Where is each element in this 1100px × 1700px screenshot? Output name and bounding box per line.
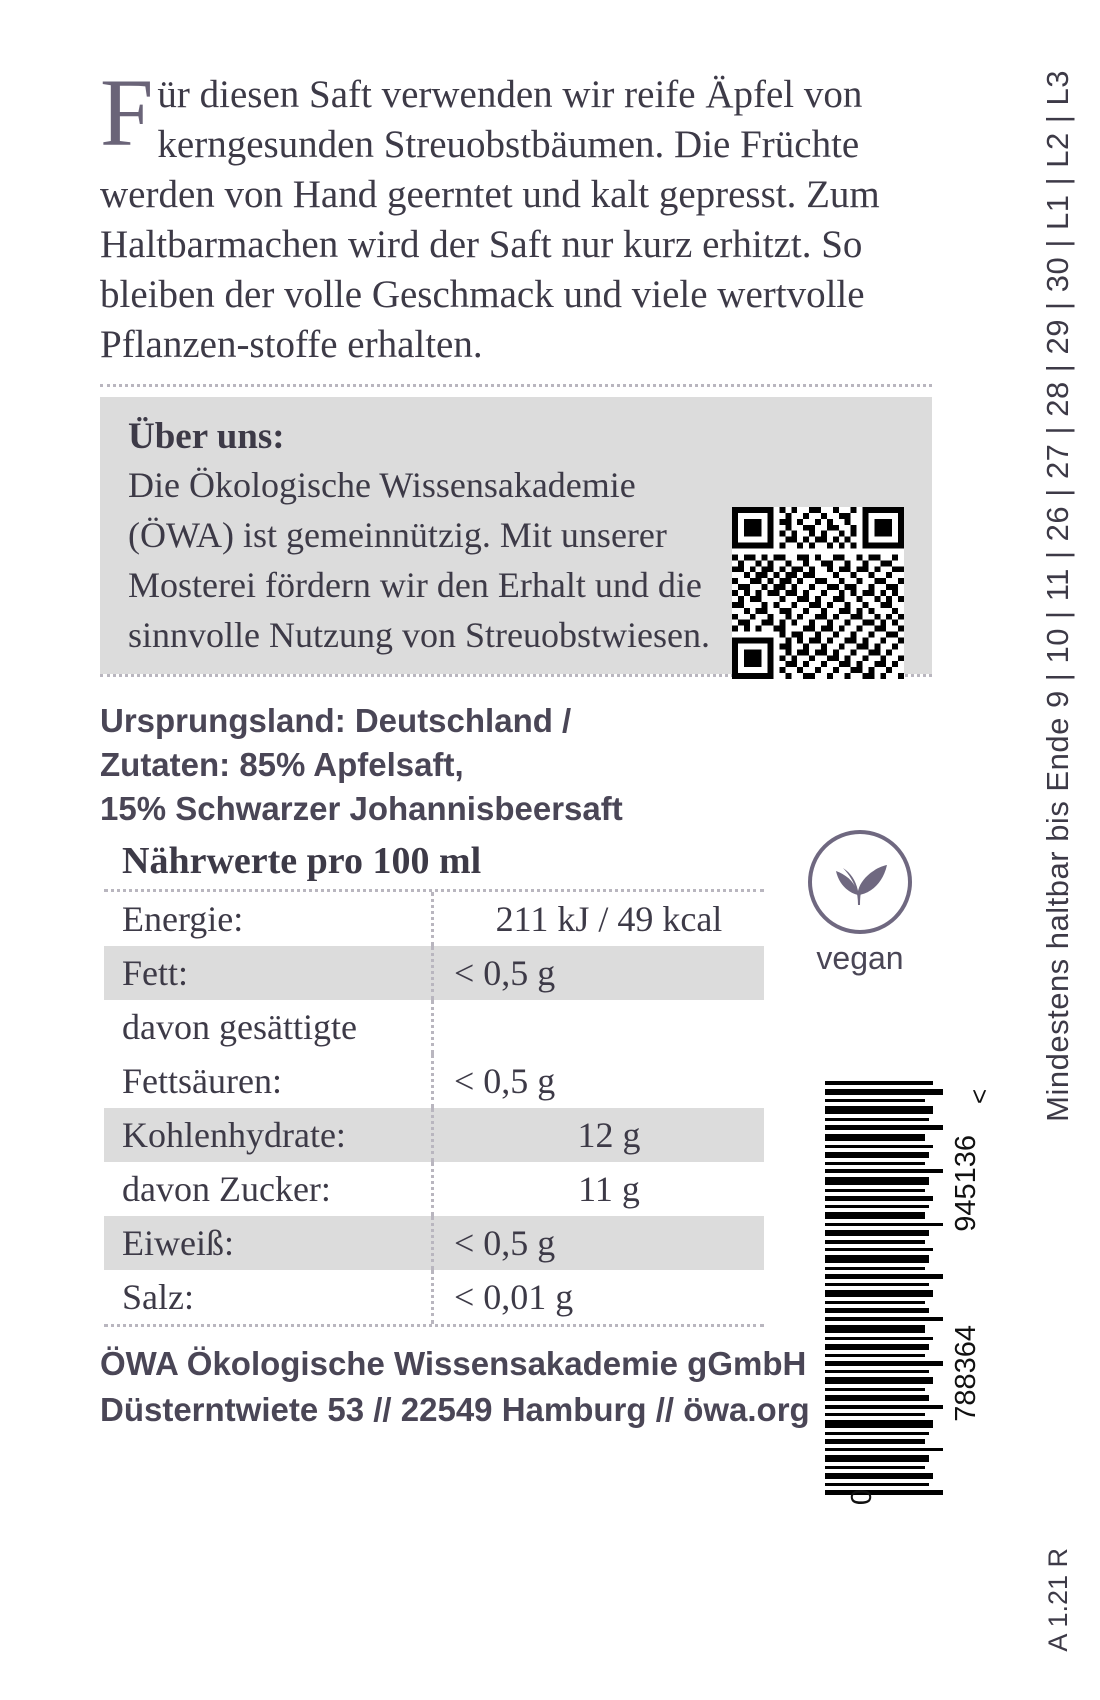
nutrition-value: < 0,5 g [433, 1216, 765, 1270]
ingredients-line-1: Zutaten: 85% Apfelsaft, [100, 746, 464, 783]
company-name: ÖWA Ökologische Wissensakademie gGmbH [100, 1345, 807, 1382]
vegan-circle [808, 830, 912, 934]
table-row [104, 1000, 764, 1054]
nutrition-value: 12 g [433, 1108, 765, 1162]
table-row [104, 1270, 764, 1324]
table-row [104, 1108, 764, 1162]
nutrition-value: < 0,5 g [433, 1054, 765, 1108]
nutrition-label: davon gesättigte [122, 1007, 357, 1047]
divider-top [100, 384, 932, 387]
nutrition-value: < 0,5 g [433, 946, 765, 1000]
qr-code-icon[interactable] [732, 507, 904, 679]
vegan-label: vegan [816, 940, 904, 976]
vegan-badge [770, 830, 950, 977]
nutrition-value: < 0,01 g [433, 1270, 765, 1324]
barcode [825, 1075, 1005, 1505]
table-row [104, 892, 764, 946]
nutrition-value: 211 kJ / 49 kcal [433, 892, 765, 946]
table-row [104, 1162, 764, 1216]
table-row [104, 1054, 764, 1108]
nutrition-label: davon Zucker: [122, 1169, 331, 1209]
nutrition-table-body [104, 892, 764, 1324]
divider-nutrition-bottom [104, 1324, 764, 1327]
about-box [100, 397, 932, 674]
nutrition-label: Fettsäuren: [122, 1061, 282, 1101]
leaf-icon [829, 851, 891, 913]
nutrition-label: Fett: [104, 946, 433, 1000]
best-before-text: Mindestens haltbar bis Ende 9 | 10 | 11 | 26 | 27 | 28 | 29 | 30 | L1 | L2 | L3 [1040, 70, 1075, 1122]
ingredients-line-2: 15% Schwarzer Johannisbeersaft [100, 790, 623, 827]
barcode-digits-top: 945136 [950, 1135, 982, 1232]
nutrition-table [104, 892, 764, 1324]
nutrition-title: Nährwerte pro 100 ml [122, 840, 482, 882]
nutrition-value: 11 g [433, 1162, 765, 1216]
nutrition-label: Kohlenhydrate: [104, 1108, 433, 1162]
barcode-digits-bottom: 788364 [950, 1325, 982, 1422]
barcode-lead-digit: 0 [846, 1488, 878, 1505]
qr-code-svg [732, 507, 904, 679]
about-text: Die Ökologische Wissensakademie (ÖWA) ist gemeinnützig. Mit unserer Mosterei fördern wir den Erhalt und die sinnvolle Nutzung von Streuobstwiesen. [128, 465, 710, 655]
intro-text: ür diesen Saft verwenden wir reife Äpfel von kerngesunden Streuobstbäumen. Die Früchte werden von Hand geerntet und kalt gepresst. Zum Haltbarmachen wird der Saft nur kurz erhitzt. So bleiben der volle Geschmack und viele wertvolle Pflanzen-stoffe erhalten. [100, 73, 880, 366]
nutrition-label: Eiweiß: [104, 1216, 433, 1270]
about-heading: Über uns: [128, 416, 285, 457]
barcode-svg [825, 1075, 943, 1505]
intro-paragraph [100, 59, 900, 370]
nutrition-value [433, 1000, 765, 1054]
nutrition-label: Salz: [122, 1277, 194, 1317]
drop-cap: F [100, 59, 154, 166]
origin-line: Ursprungsland: Deutschland / [100, 702, 572, 739]
side-strip [1012, 0, 1082, 1700]
company-address: Düsterntwiete 53 // 22549 Hamburg // öwa.org [100, 1391, 810, 1428]
ingredients-block [100, 699, 740, 831]
barcode-chevron: > [964, 1088, 995, 1105]
nutrition-label: Energie: [122, 899, 244, 939]
table-row [104, 946, 764, 1000]
label-code: A 1.21 R [1043, 1548, 1073, 1652]
table-row [104, 1216, 764, 1270]
